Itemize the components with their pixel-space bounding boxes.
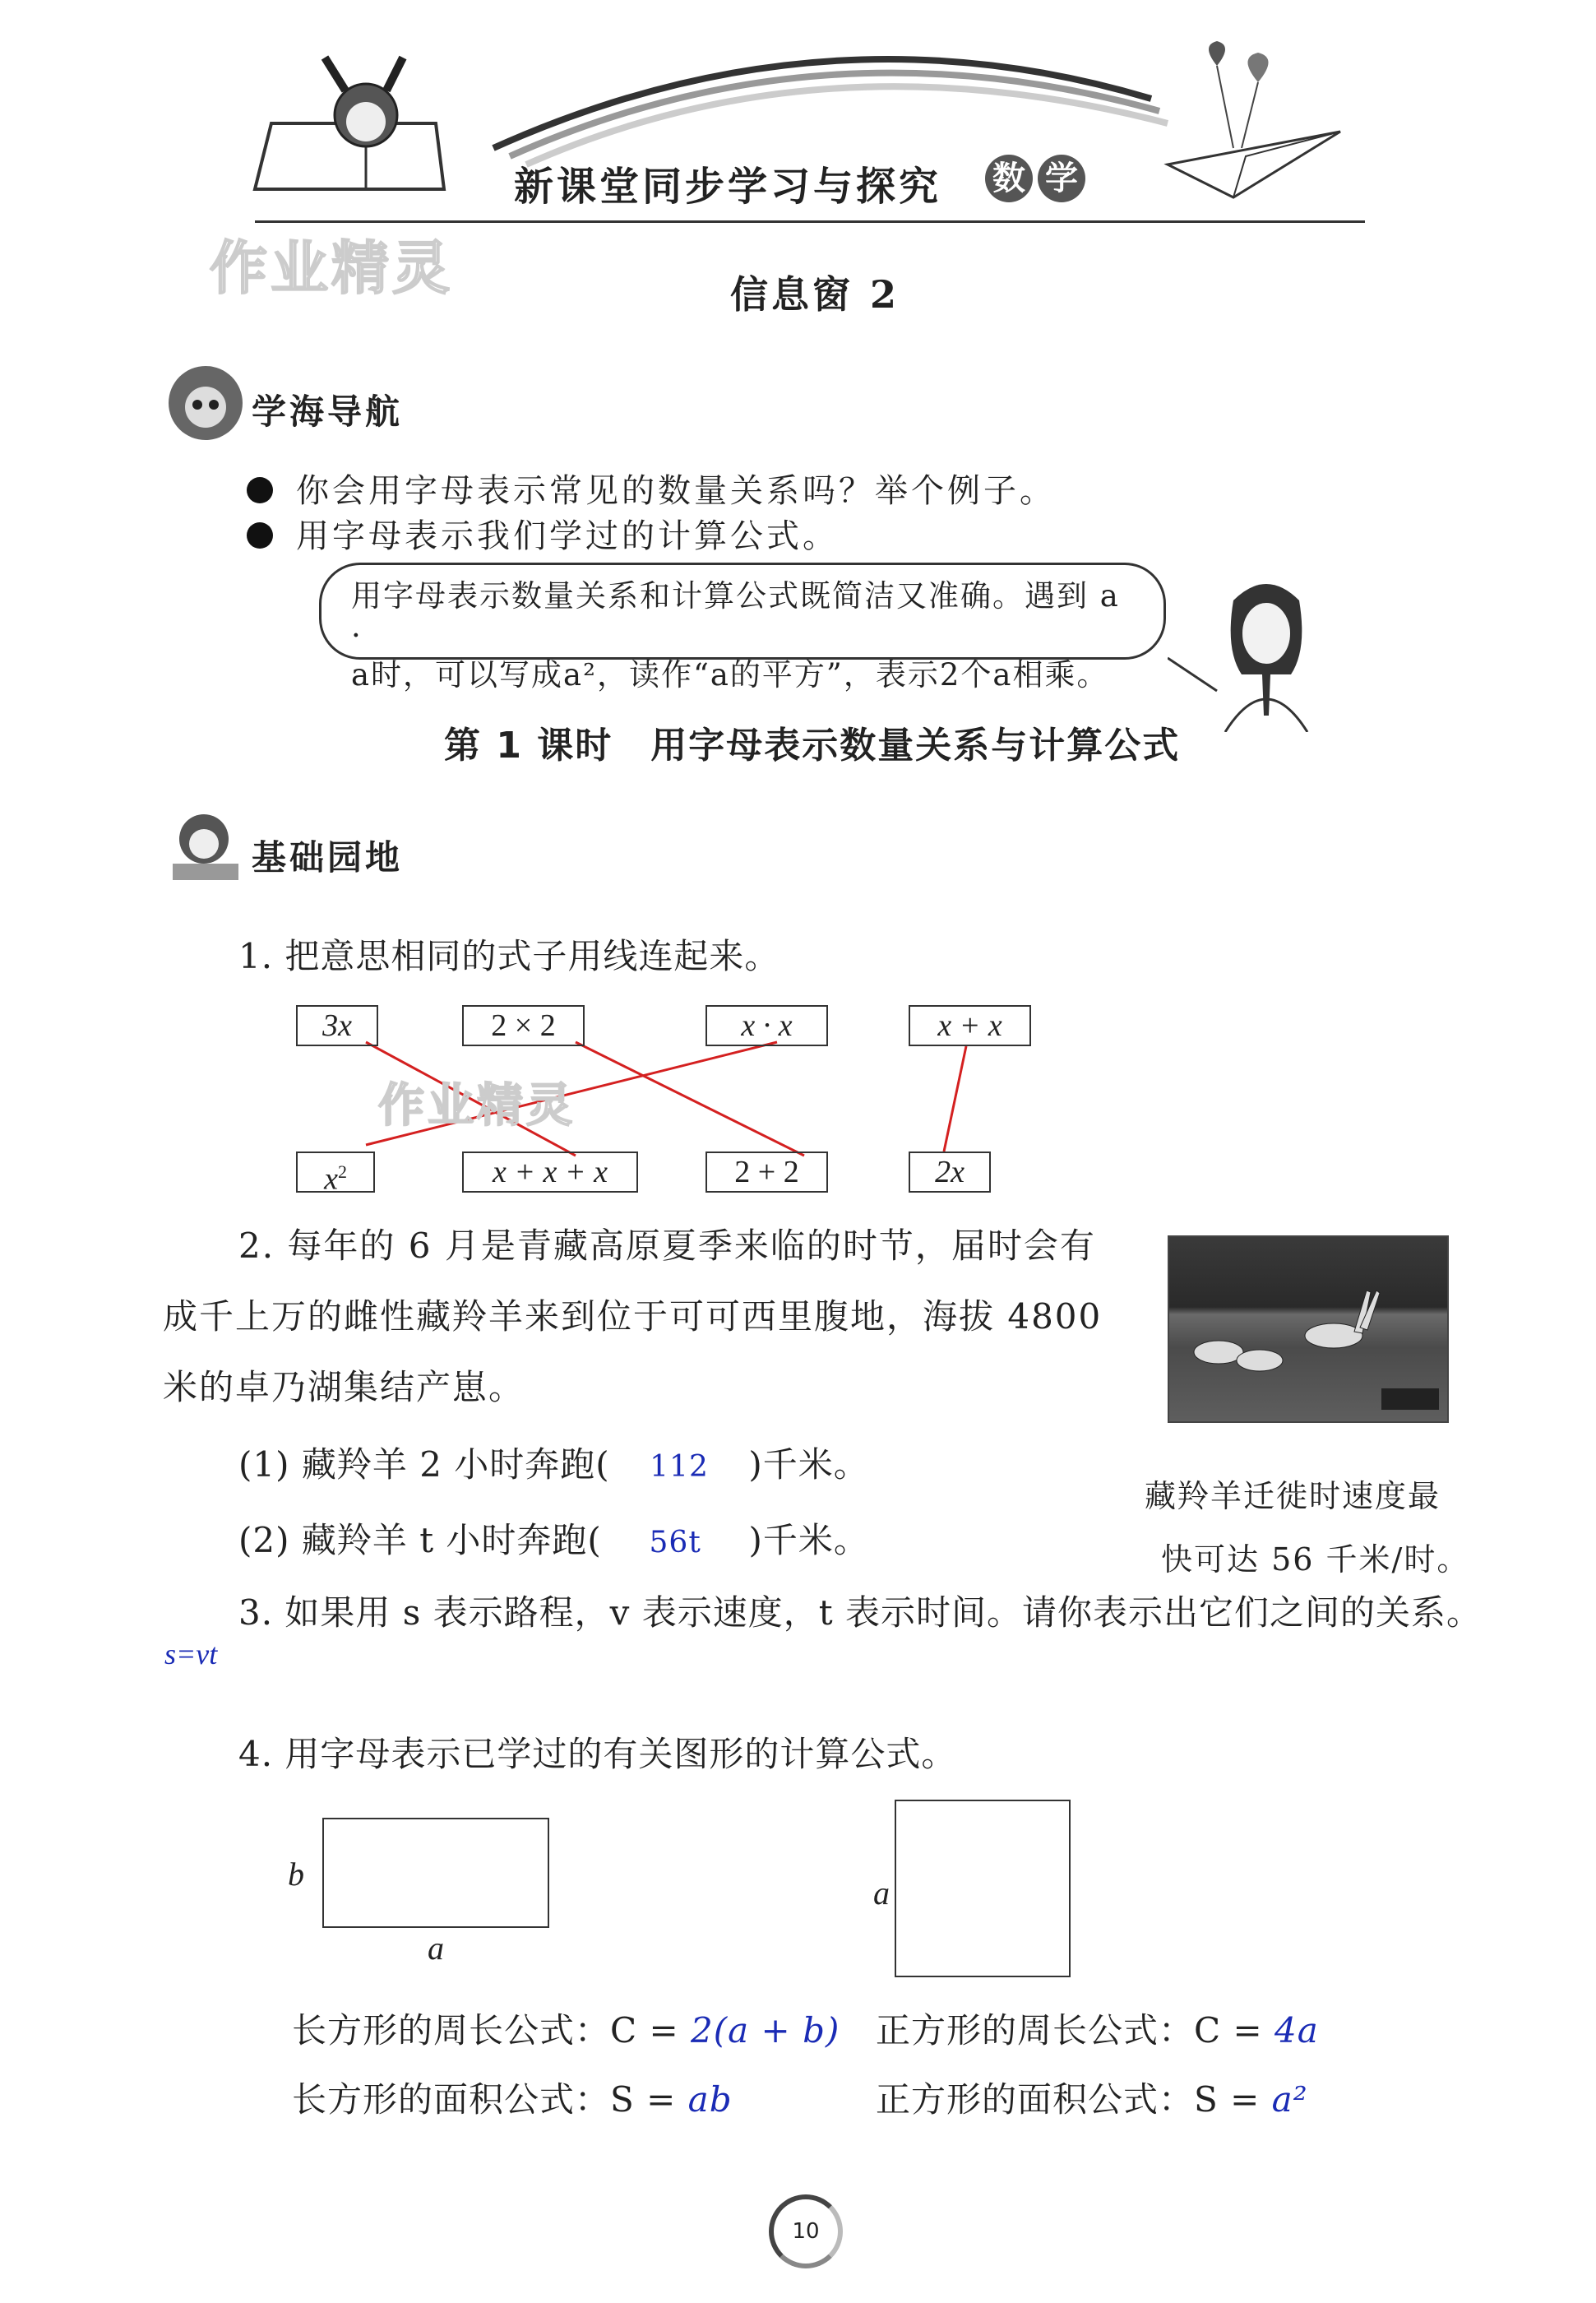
rect-area-answer: ab	[687, 2079, 733, 2120]
match-box-top-3: x · x	[705, 1005, 828, 1046]
q2-sub1: (1) 藏羚羊 2 小时奔跑( 112 )千米。	[238, 1444, 869, 1485]
rect-label-b: b	[288, 1856, 304, 1893]
match-box-top-2: 2 × 2	[462, 1005, 585, 1046]
match-box-bottom-4: 2x	[909, 1152, 991, 1193]
match-box-bottom-3: 2 + 2	[705, 1152, 828, 1193]
square-area-answer: a²	[1271, 2079, 1308, 2120]
rect-perimeter-answer: 2(a + b)	[691, 2010, 840, 2050]
square-area-formula: 正方形的面积公式：S = a²	[876, 2079, 1308, 2120]
photo-caption-2: 快可达 56 千米/时。	[1161, 1541, 1470, 1578]
guide-bullet-2: 用字母表示我们学过的计算公式。	[247, 510, 839, 557]
question-4-text: 4. 用字母表示已学过的有关图形的计算公式。	[238, 1734, 957, 1774]
question-1-text: 1. 把意思相同的式子用线连起来。	[238, 936, 780, 976]
basics-heading: 基础园地	[252, 837, 404, 878]
guide-bullet-1: 你会用字母表示常见的数量关系吗？举个例子。	[247, 465, 1056, 512]
photo-caption-1: 藏羚羊迁徙时速度最	[1145, 1478, 1441, 1514]
rect-area-formula: 长方形的面积公式：S = ab	[292, 2079, 733, 2120]
speech-bubble: 用字母表示数量关系和计算公式既简洁又准确。遇到 a · a时，可以写成a²，读作“a的平方”，表示2个a相乘。	[319, 563, 1166, 660]
square-figure	[895, 1800, 1071, 1977]
subject-badge-2: 学	[1038, 155, 1085, 202]
watermark: 作业精灵	[210, 234, 453, 302]
question-2-text: 2. 每年的 6 月是青藏高原夏季来临的时节，届时会有 成千上万的雌性藏羚羊来到位于可可西里腹地，海拔 4800 米的卓乃湖集结产崽。	[163, 1226, 1103, 1407]
square-perimeter-answer: 4a	[1274, 2010, 1319, 2050]
section-title: 信息窗 2	[730, 272, 900, 317]
match-box-bottom-1: $x^2$	[296, 1152, 375, 1193]
match-box-top-1: 3x	[296, 1005, 378, 1046]
antelope-photo	[1168, 1235, 1449, 1423]
match-box-bottom-2: x + x + x	[462, 1152, 638, 1193]
watermark: 作业精灵	[378, 1079, 576, 1133]
rect-label-a: a	[428, 1930, 444, 1967]
q3-answer: s=vt	[164, 1638, 218, 1670]
rectangle-figure	[322, 1818, 549, 1928]
antelope-icon	[1169, 1237, 1447, 1421]
page-number: 10	[769, 2194, 843, 2268]
match-box-top-4: x + x	[909, 1005, 1031, 1046]
book-series-title: 新课堂同步学习与探究	[514, 164, 942, 210]
question-3-text: 3. 如果用 s 表示路程，v 表示速度，t 表示时间。请你表示出它们之间的关系。	[238, 1592, 1482, 1633]
q2-sub1-answer: 112	[650, 1450, 709, 1484]
guide-heading: 学海导航	[252, 392, 404, 432]
square-perimeter-formula: 正方形的周长公式：C = 4a	[876, 2010, 1319, 2050]
subject-badge-1: 数	[985, 155, 1033, 202]
lesson-title: 第 1 课时 用字母表示数量关系与计算公式	[444, 725, 1181, 767]
q2-sub2-answer: 56t	[649, 1526, 701, 1559]
square-label-a: a	[873, 1874, 890, 1911]
q2-sub2: (2) 藏羚羊 t 小时奔跑( 56t )千米。	[238, 1520, 869, 1560]
rect-perimeter-formula: 长方形的周长公式：C = 2(a + b)	[292, 2010, 840, 2050]
